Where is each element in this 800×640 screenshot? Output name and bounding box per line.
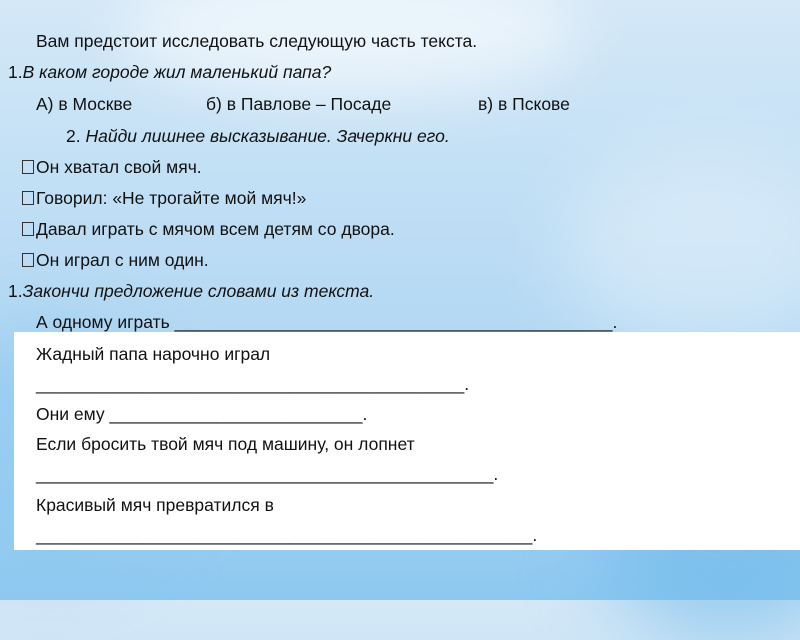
question-3 [8,280,374,302]
sentence-5: Красивый мяч превратился в [36,495,274,515]
statement-3 [22,218,395,240]
sentence-4: Если бросить твой мяч под машину, он лопнет [36,434,415,454]
statement-1 [22,156,202,178]
option-a: А) в Москве [36,94,133,114]
question-1 [8,61,331,83]
sentence-5-blank: ___________________________________________________. [36,525,538,545]
question-2-number: 2. [66,126,81,146]
statement-text: Он играл с ним один. [36,250,209,270]
sentence-2-blank: ____________________________________________. [36,374,470,394]
option-b: б) в Павлове – Посаде [206,94,392,114]
question-2 [66,125,450,147]
statement-text: Давал играть с мячом всем детям со двора. [36,219,395,239]
question-1-text: В каком городе жил маленький папа? [22,62,332,82]
question-3-number: 1. [8,281,23,301]
option-c: в) в Пскове [478,94,570,114]
checkbox-icon [22,160,34,174]
intro-text: Вам предстоит исследовать следующую часть текста. [36,31,478,51]
statement-2 [22,187,306,209]
sentence-2: Жадный папа нарочно играл [36,344,271,364]
question-3-text: Закончи предложение словами из текста. [22,281,375,301]
statement-text: Он хватал свой мяч. [36,157,202,177]
statement-4 [22,249,209,271]
question-1-number: 1. [8,62,23,82]
sentence-1: А одному играть _____________________________________________. [36,312,618,332]
sentence-3: Они ему __________________________. [36,404,368,424]
question-2-text: Найди лишнее высказывание. Зачеркни его. [85,126,450,146]
checkbox-icon [22,253,34,267]
checkbox-icon [22,191,34,205]
statement-text: Говорил: «Не трогайте мой мяч!» [36,188,307,208]
checkbox-icon [22,222,34,236]
sentence-4-blank: _______________________________________________. [36,464,499,484]
